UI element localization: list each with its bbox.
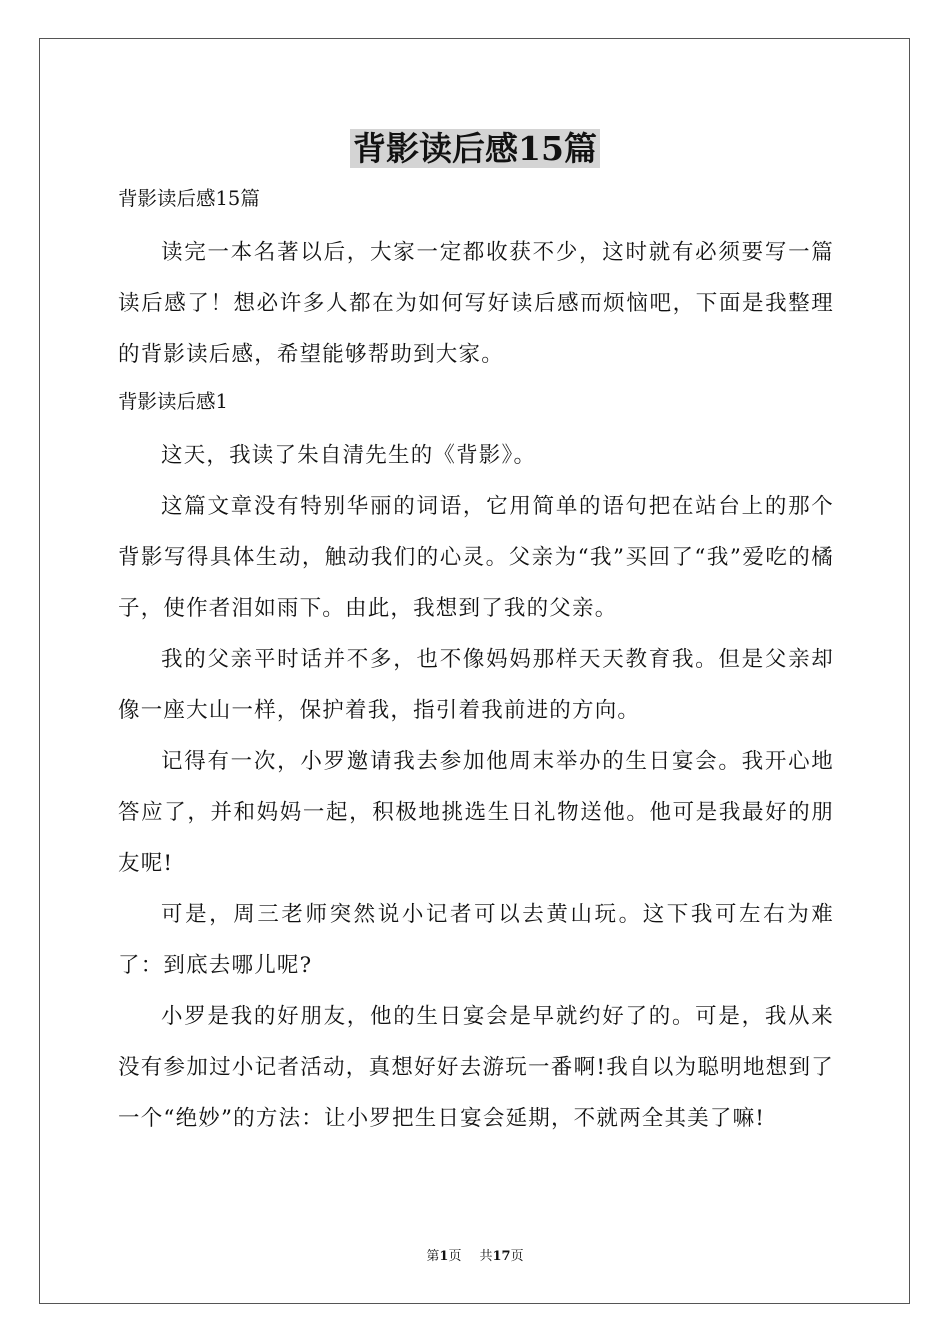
page-prefix: 第 [426,1249,440,1264]
body-paragraph: 记得有一次，小罗邀请我去参加他周末举办的生日宴会。我开心地答应了，并和妈妈一起，积极地挑选生日礼物送他。他可是我最好的朋友呢! [118,749,834,876]
total-prefix: 共 [479,1249,493,1264]
page-suffix: 页 [448,1249,462,1264]
page-footer [0,1248,950,1266]
document-body [118,177,834,1144]
total-suffix: 页 [510,1249,524,1264]
document-title-text: 背影读后感15篇 [350,129,600,168]
document-subtitle: 背影读后感15篇 [118,187,260,210]
intro-paragraph: 读完一本名著以后，大家一定都收获不少，这时就有必须要写一篇读后感了！想必许多人都在为如何写好读后感而烦恼吧，下面是我整理的背影读后感，希望能够帮助到大家。 [118,240,834,367]
page-number: 1 [439,1249,449,1264]
body-paragraph: 这篇文章没有特别华丽的词语，它用简单的语句把在站台上的那个背影写得具体生动，触动我们的心灵。父亲为“我”买回了“我”爱吃的橘子，使作者泪如雨下。由此，我想到了我的父亲。 [118,494,834,621]
section-heading: 背影读后感1 [118,390,228,413]
body-paragraph: 可是，周三老师突然说小记者可以去黄山玩。这下我可左右为难了：到底去哪儿呢? [118,902,834,978]
body-paragraph: 这天，我读了朱自清先生的《背影》。 [161,443,537,468]
body-paragraph: 小罗是我的好朋友，他的生日宴会是早就约好了的。可是，我从来没有参加过小记者活动，真想好好去游玩一番啊!我自以为聪明地想到了一个“绝妙”的方法：让小罗把生日宴会延期，不就两全其美了嘛! [118,1004,834,1131]
total-pages: 17 [492,1249,511,1264]
body-paragraph: 我的父亲平时话并不多，也不像妈妈那样天天教育我。但是父亲却像一座大山一样，保护着我，指引着我前进的方向。 [118,647,834,723]
document-title [0,124,950,174]
